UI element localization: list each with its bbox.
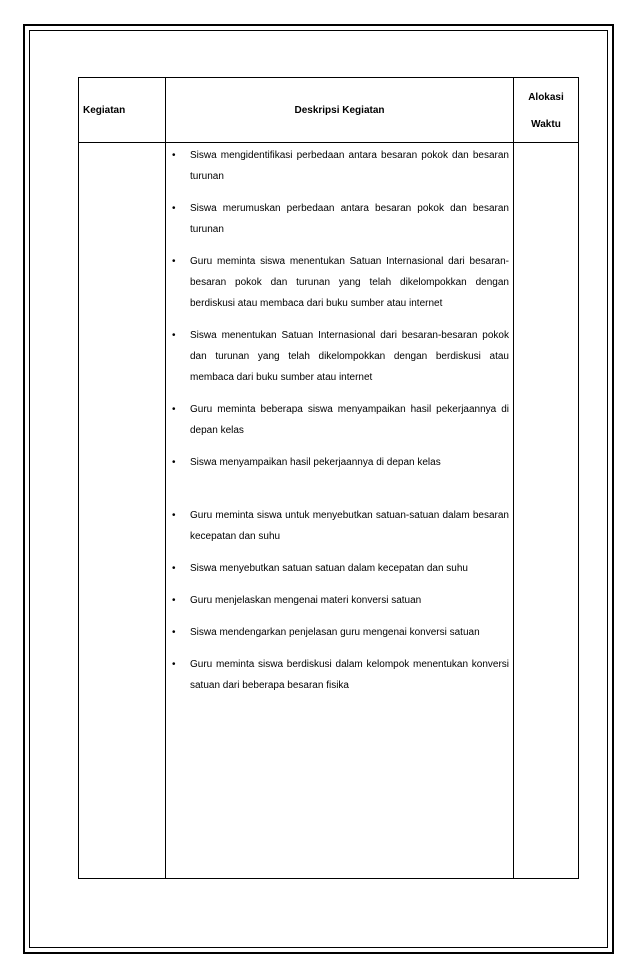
header-kegiatan: Kegiatan (79, 78, 166, 143)
header-alokasi-line1: Alokasi (528, 92, 564, 103)
list-item-text: Siswa menyebutkan satuan satuan dalam kecepatan dan suhu (190, 563, 468, 574)
list-item (166, 654, 513, 696)
list-item-text: Guru meminta beberapa siswa menyampaikan hasil pekerjaannya di depan kelas (190, 404, 509, 436)
table-header-row (79, 78, 579, 143)
bullet-icon: • (172, 457, 176, 468)
alokasi-cell (514, 143, 579, 879)
list-item-text: Guru meminta siswa berdiskusi dalam kelompok menentukan konversi satuan dari beberapa besaran fisika (190, 659, 509, 691)
list-item (166, 452, 513, 473)
bullet-icon: • (172, 150, 176, 161)
header-alokasi-waktu (514, 78, 579, 143)
bullet-icon: • (172, 510, 176, 521)
bullet-icon: • (172, 627, 176, 638)
bullet-icon: • (172, 203, 176, 214)
bullet-icon: • (172, 595, 176, 606)
list-item-text: Siswa merumuskan perbedaan antara besaran pokok dan besaran turunan (190, 203, 509, 235)
list-item-text: Siswa mengidentifikasi perbedaan antara besaran pokok dan besaran turunan (190, 150, 509, 182)
list-item-text: Guru meminta siswa menentukan Satuan Internasional dari besaran-besaran pokok dan turunan yang telah dikelompokkan dengan berdiskusi atau membaca dari buku sumber atau internet (190, 256, 509, 309)
list-item-text: Siswa menyampaikan hasil pekerjaannya di depan kelas (190, 457, 441, 468)
list-item (166, 325, 513, 388)
activity-list (166, 145, 513, 696)
list-item-text: Siswa menentukan Satuan Internasional dari besaran-besaran pokok dan turunan yang telah dikelompokkan dengan berdiskusi atau membaca dari buku sumber atau internet (190, 330, 509, 383)
table-row (79, 143, 579, 879)
list-item (166, 505, 513, 547)
list-item (166, 590, 513, 611)
list-item (166, 251, 513, 314)
deskripsi-cell (166, 143, 514, 879)
bullet-icon: • (172, 256, 176, 267)
bullet-icon: • (172, 330, 176, 341)
list-item (166, 145, 513, 187)
header-deskripsi: Deskripsi Kegiatan (166, 78, 514, 143)
list-item (166, 198, 513, 240)
list-item-text: Siswa mendengarkan penjelasan guru mengenai konversi satuan (190, 627, 480, 638)
header-alokasi-line2: Waktu (531, 119, 561, 130)
list-item (166, 399, 513, 441)
list-item-text: Guru meminta siswa untuk menyebutkan satuan-satuan dalam besaran kecepatan dan suhu (190, 510, 509, 542)
kegiatan-cell (79, 143, 166, 879)
bullet-icon: • (172, 404, 176, 415)
list-item (166, 622, 513, 643)
bullet-icon: • (172, 659, 176, 670)
kegiatan-table (78, 77, 579, 879)
list-item (166, 558, 513, 579)
bullet-icon: • (172, 563, 176, 574)
list-item-text: Guru menjelaskan mengenai materi konversi satuan (190, 595, 422, 606)
